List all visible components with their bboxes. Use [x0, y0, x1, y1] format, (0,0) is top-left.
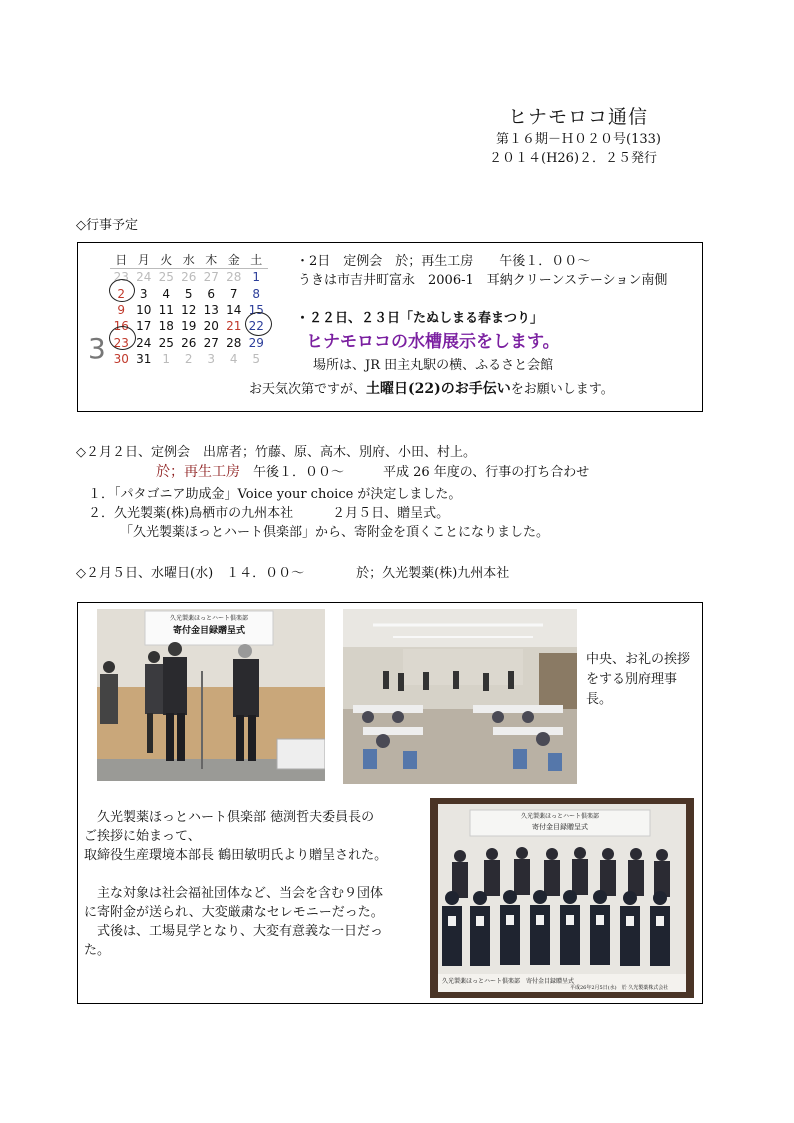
- calendar-weekday: 木: [200, 251, 223, 269]
- calendar-day: 11: [158, 302, 174, 317]
- photo-hall: [343, 609, 577, 784]
- calendar-day: 8: [252, 286, 261, 301]
- event2-help: [249, 378, 614, 398]
- calendar-day: 3: [207, 352, 216, 367]
- calendar-day: 26: [181, 335, 197, 350]
- calendar-weekday: 月: [133, 251, 156, 269]
- meeting-item-1: １．「パタゴニア助成金」Voice your choice が決定しました。: [88, 487, 462, 502]
- calendar-day: 24: [136, 270, 152, 285]
- issue-date: ２０１４(H26)２．２５発行: [489, 151, 658, 166]
- calendar-day: 5: [252, 352, 261, 367]
- calendar-day: 21: [226, 319, 242, 334]
- events-heading: ◇行事予定: [76, 218, 138, 233]
- circle-mark-2: [109, 279, 135, 302]
- ceremony-title: ◇２月５日、水曜日(水) １４．００～ 於；久光製薬(株)九州本社: [76, 566, 510, 581]
- calendar-day: 10: [136, 302, 152, 317]
- calendar-day: 7: [229, 286, 238, 301]
- help-pre: お天気次第ですが、: [249, 382, 367, 397]
- circle-mark-23: [109, 326, 136, 350]
- photo-caption: 中央、お礼の挨拶をする別府理事長。: [586, 652, 691, 707]
- calendar-day: 28: [226, 270, 242, 285]
- calendar-day: 28: [226, 335, 242, 350]
- meeting-item-2: ２．久光製薬(株)鳥栖市の九州本社 ２月５日、贈呈式。: [88, 506, 450, 521]
- group-footer-1: 久光製薬ほっとハート倶楽部 寄付金目録贈呈式: [442, 978, 575, 985]
- newsletter-title: ヒナモロコ通信: [508, 106, 649, 128]
- meeting-venue: [156, 461, 589, 481]
- desc-line: 主な対象は社会福祉団体など、当会を含む９団体: [84, 886, 384, 901]
- desc-line: [84, 865, 387, 884]
- group-footer-2: 平成26年2月5日(水) 於 久光製薬株式会社: [570, 985, 669, 991]
- venue-detail: 午後１．００～ 平成 26 年度の、行事の打ち合わせ: [240, 465, 590, 480]
- calendar-day: 2: [184, 352, 193, 367]
- calendar-day: 1: [162, 352, 171, 367]
- calendar-day: 14: [226, 302, 242, 317]
- desc-line: 式後は、工場見学となり、大変有意義な一日だっ: [84, 924, 384, 939]
- calendar-day: 9: [117, 302, 126, 317]
- event2-highlight: ヒナモロコの水槽展示をします。: [306, 332, 560, 352]
- help-post: をお願いします。: [510, 382, 614, 397]
- calendar-weekday: 火: [155, 251, 178, 269]
- banner-line-1: 久光製薬ほっとハート倶楽部: [169, 615, 248, 622]
- event2-line1: ・２２日、２３日「たぬしまる春まつり」: [296, 311, 544, 326]
- desc-line: 取締役生産環境本部長 鶴田敏明氏より贈呈された。: [84, 848, 388, 863]
- event1-line2: うきは市吉井町富永 2006-1 耳納クリーンステーション南側: [298, 273, 668, 288]
- issue-number: 第１６期－Ｈ０２０号(133): [496, 132, 661, 147]
- calendar-day: 23: [113, 270, 129, 285]
- calendar-weekday: 土: [245, 251, 268, 269]
- calendar-day: 19: [181, 319, 197, 334]
- calendar-day: 1: [252, 270, 261, 285]
- calendar-day: 2: [117, 286, 126, 301]
- meeting-item-2-detail: 「久光製薬ほっとハート倶楽部」から、寄附金を頂くことになりました。: [120, 525, 550, 540]
- circle-mark-22: [245, 312, 272, 336]
- ceremony-description: [84, 808, 387, 960]
- calendar-weekday: 水: [178, 251, 201, 269]
- calendar-grid: [110, 251, 268, 367]
- meeting-title: ◇２月２日、定例会 出席者；竹藤、原、高木、別府、小田、村上。: [76, 445, 476, 460]
- calendar-day: 31: [136, 352, 152, 367]
- photo-hall-illustration: [343, 609, 577, 784]
- calendar-day: 12: [181, 302, 197, 317]
- calendar-day: 29: [248, 335, 264, 350]
- calendar-month: 3: [88, 332, 106, 365]
- event1-line1: ・2日 定例会 於；再生工房 午後１．００～: [296, 254, 591, 269]
- desc-line: た。: [84, 943, 111, 958]
- calendar-day: 25: [158, 335, 174, 350]
- calendar-day: 24: [136, 335, 152, 350]
- group-banner-line-1: 久光製薬ほっとハート倶楽部: [520, 813, 599, 820]
- calendar-day: 4: [162, 286, 171, 301]
- calendar-day: 13: [203, 302, 219, 317]
- banner-line-2: 寄付金目録贈呈式: [172, 626, 245, 636]
- calendar-day: 27: [203, 335, 219, 350]
- calendar-day: 17: [136, 319, 152, 334]
- calendar-day: 22: [248, 319, 264, 334]
- calendar-day: 4: [229, 352, 238, 367]
- calendar-day: 15: [248, 302, 264, 317]
- calendar-day: 5: [184, 286, 193, 301]
- desc-line: ご挨拶に始まって、: [84, 829, 201, 844]
- desc-line: に寄附金が送られ、大変厳粛なセレモニーだった。: [84, 905, 384, 920]
- calendar-day: 23: [113, 335, 129, 350]
- calendar-day: 6: [207, 286, 216, 301]
- event2-place: 場所は、JR 田主丸駅の横、ふるさと会館: [313, 358, 554, 373]
- group-banner-line-2: 寄付金目録贈呈式: [532, 823, 588, 831]
- photo-presentation: [97, 609, 325, 781]
- photo-group: [430, 798, 694, 998]
- calendar-weekday: 日: [110, 251, 133, 269]
- calendar-day: 26: [181, 270, 197, 285]
- venue-name: 於；再生工房: [156, 464, 240, 480]
- calendar-day: 30: [113, 352, 129, 367]
- help-bold: 土曜日(22)のお手伝い: [366, 381, 511, 397]
- calendar-weekday: 金: [223, 251, 246, 269]
- calendar-day: 27: [203, 270, 219, 285]
- calendar-day: 25: [158, 270, 174, 285]
- calendar-day: 18: [158, 319, 174, 334]
- calendar-day: 16: [113, 319, 129, 334]
- desc-line: 久光製薬ほっとハート倶楽部 徳渕哲夫委員長の: [84, 810, 375, 825]
- calendar-day: 20: [203, 319, 219, 334]
- calendar-day: 3: [139, 286, 148, 301]
